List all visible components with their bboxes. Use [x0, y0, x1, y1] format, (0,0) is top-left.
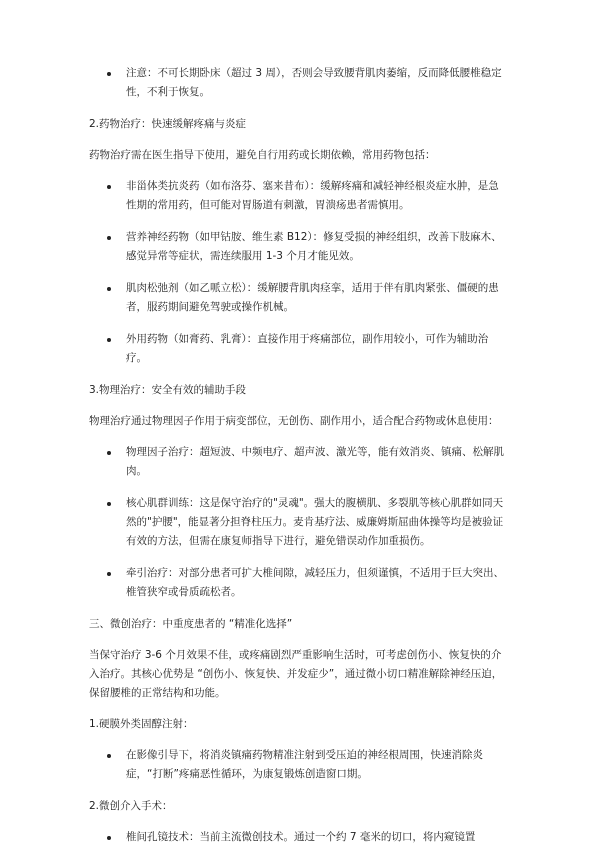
list-item — [89, 746, 509, 784]
list-item-text: 核心肌群训练：这是保守治疗的"灵魂"。强大的腹横肌、多裂肌等核心肌群如同天然的"护腰"，能显著分担脊柱压力。麦肯基疗法、威廉姆斯屈曲体操等均是被验证有效的方法，但需在康复师指导下进行，避免错误动作加重损伤。 — [126, 497, 504, 547]
bullet-icon — [107, 287, 111, 291]
part-heading-minimally-invasive: 三、微创治疗：中重度患者的 “精准化选择” — [89, 618, 293, 630]
bullet-icon — [107, 754, 111, 758]
list-item — [89, 177, 509, 215]
bullet-icon — [107, 836, 111, 840]
minimally-invasive-surgery-list — [89, 828, 509, 847]
top-bullet-list — [89, 64, 509, 102]
list-item-text: 非甾体类抗炎药（如布洛芬、塞来昔布）：缓解疼痛和减轻神经根炎症水肿，是急性期的常用药，但可能对胃肠道有刺激，胃溃疡患者需慎用。 — [126, 180, 499, 211]
list-item — [89, 564, 509, 602]
section-intro-physical-therapy: 物理治疗通过物理因子作用于病变部位，无创伤、副作用小，适合配合药物或休息使用： — [89, 415, 499, 427]
section-intro-drug-therapy: 药物治疗需在医生指导下使用，避免自行用药或长期依赖，常用药物包括： — [89, 149, 436, 161]
list-item — [89, 330, 509, 368]
list-item — [89, 279, 509, 317]
bullet-icon — [107, 338, 111, 342]
bullet-icon — [107, 502, 111, 506]
list-item-text: 营养神经药物（如甲钴胺、维生素 B12）：修复受损的神经组织，改善下肢麻木、感觉异常等症状，需连续服用 1-3 个月才能见效。 — [126, 231, 502, 262]
part-intro-minimally-invasive: 当保守治疗 3-6 个月效果不佳，或疼痛剧烈严重影响生活时，可考虑创伤小、恢复快的介入治疗。其核心优势是 “创伤小、恢复快、并发症少”，通过微小切口精准解除神经压迫，保留腰椎的正常结构和功能。 — [89, 649, 503, 699]
list-item — [89, 494, 509, 551]
list-item — [89, 228, 509, 266]
list-item-text: 在影像引导下，将消炎镇痛药物精准注射到受压迫的神经根周围，快速消除炎症，“打断”疼痛恶性循环，为康复锻炼创造窗口期。 — [126, 749, 483, 780]
list-item — [89, 64, 509, 102]
list-item-text: 肌肉松弛剂（如乙哌立松）：缓解腰背肌肉痉挛，适用于伴有肌肉紧张、僵硬的患者，服药期间避免驾驶或操作机械。 — [126, 282, 499, 313]
bullet-icon — [107, 185, 111, 189]
subsection-heading-minimally-invasive-surgery: 2.微创介入手术： — [89, 800, 173, 812]
section-heading-drug-therapy: 2.药物治疗：快速缓解疼痛与炎症 — [89, 118, 247, 130]
drug-therapy-list — [89, 177, 509, 368]
list-item-text: 椎间孔镜技术：当前主流微创技术。通过一个约 7 毫米的切口，将内窥镜置 — [126, 831, 476, 843]
list-item-text: 外用药物（如膏药、乳膏）：直接作用于疼痛部位，副作用较小，可作为辅助治疗。 — [126, 333, 489, 364]
bullet-icon — [107, 451, 111, 455]
epidural-injection-list — [89, 746, 509, 784]
subsection-heading-epidural-injection: 1.硬膜外类固醇注射： — [89, 718, 194, 730]
bullet-icon — [107, 572, 111, 576]
section-heading-physical-therapy: 3.物理治疗：安全有效的辅助手段 — [89, 384, 247, 396]
document-body — [89, 64, 509, 860]
list-item — [89, 443, 509, 481]
list-item — [89, 828, 509, 847]
bullet-icon — [107, 72, 111, 76]
list-item-text: 注意：不可长期卧床（超过 3 周），否则会导致腰背肌肉萎缩，反而降低腰椎稳定性，不利于恢复。 — [126, 67, 502, 98]
list-item-text: 牵引治疗：对部分患者可扩大椎间隙，减轻压力，但须谨慎，不适用于巨大突出、椎管狭窄或骨质疏松者。 — [126, 567, 504, 598]
list-item-text: 物理因子治疗：超短波、中频电疗、超声波、激光等，能有效消炎、镇痛、松解肌肉。 — [126, 446, 504, 477]
bullet-icon — [107, 236, 111, 240]
physical-therapy-list — [89, 443, 509, 602]
